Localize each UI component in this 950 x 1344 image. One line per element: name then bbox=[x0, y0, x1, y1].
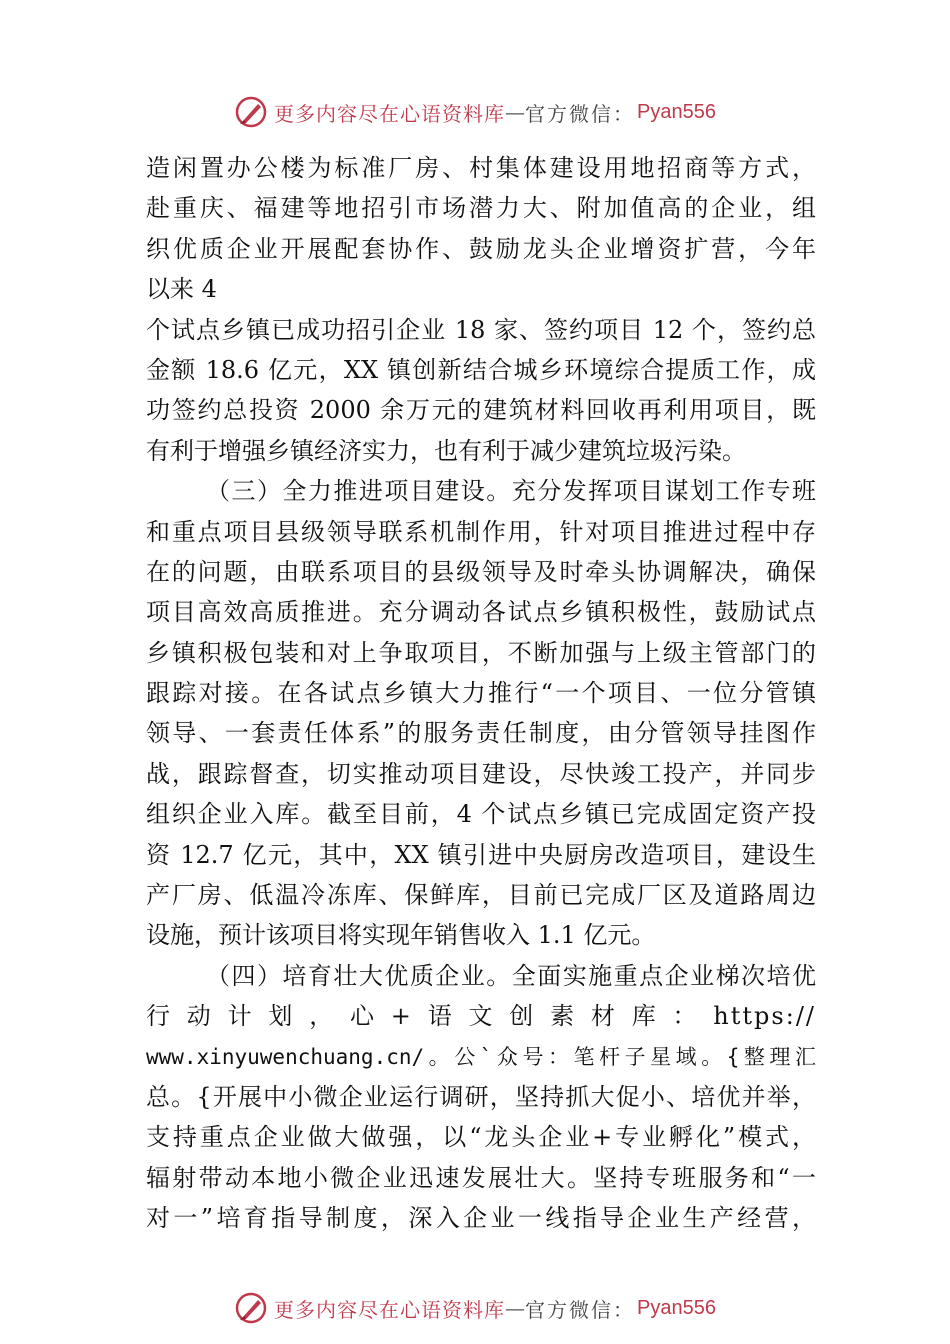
body-line: 赴重庆、福建等地招引市场潜力大、附加值高的企业，组 bbox=[146, 194, 816, 223]
body-line: 以来 4 bbox=[146, 275, 217, 304]
section-heading-line: （四）培育壮大优质企业。全面实施重点企业梯次培优 bbox=[206, 961, 816, 990]
body-line: 功签约总投资 2000 余万元的建筑材料回收再利用项目，既 bbox=[146, 396, 816, 425]
body-line: 乡镇积极包装和对上争取项目，不断加强与上级主管部门的 bbox=[146, 638, 816, 667]
body-line: 织优质企业开展配套协作、鼓励龙头企业增资扩营，今年 bbox=[146, 234, 816, 263]
banner-separator: — bbox=[505, 100, 526, 124]
banner-wechat-id: Pyan556 bbox=[637, 1296, 716, 1319]
body-line: 项目高效高质推进。充分调动各试点乡镇积极性，鼓励试点 bbox=[146, 598, 816, 627]
body-line: 辐射带动本地小微企业迅速发展壮大。坚持专班服务和“一 bbox=[146, 1163, 816, 1192]
pen-circle-logo-icon bbox=[234, 1291, 268, 1325]
body-line: 资 12.7 亿元，其中，XX 镇引进中央厨房改造项目，建设生 bbox=[146, 840, 816, 869]
banner-title: 更多内容尽在心语资料库 bbox=[274, 1297, 506, 1322]
banner-separator: — bbox=[505, 1296, 526, 1320]
pen-circle-logo-icon bbox=[234, 95, 268, 129]
body-line: 跟踪对接。在各试点乡镇大力推行“一个项目、一位分管镇 bbox=[146, 679, 816, 708]
body-line: 产厂房、低温冷冻库、保鲜库，目前已完成厂区及道路周边 bbox=[146, 881, 816, 910]
body-line: 战，跟踪督查，切实推动项目建设，尽快竣工投产，并同步 bbox=[146, 759, 816, 788]
footer-watermark-banner bbox=[0, 1288, 950, 1328]
section-heading-line: （三）全力推进项目建设。充分发挥项目谋划工作专班 bbox=[206, 477, 816, 506]
body-line: 设施，预计该项目将实现年销售收入 1.1 亿元。 bbox=[146, 921, 656, 950]
banner-title: 更多内容尽在心语资料库 bbox=[274, 101, 506, 126]
document-body bbox=[146, 148, 816, 1239]
body-line: 领导、一套责任体系”的服务责任制度，由分管领导挂图作 bbox=[146, 719, 816, 748]
body-line: 总。{开展中小微企业运行调研，坚持抓大促小、培优并举， bbox=[146, 1082, 816, 1111]
body-line: 造闲置办公楼为标准厂房、村集体建设用地招商等方式， bbox=[146, 154, 816, 182]
header-watermark-banner bbox=[0, 92, 950, 132]
body-line: 行动计划，心+语文创素材库：https:// bbox=[146, 1002, 816, 1031]
body-line: 金额 18.6 亿元，XX 镇创新结合城乡环境综合提质工作，成 bbox=[146, 355, 816, 384]
banner-wechat-label: 官方微信： bbox=[525, 1297, 636, 1322]
banner-wechat-id: Pyan556 bbox=[637, 100, 716, 123]
body-line: 支持重点企业做大做强，以“龙头企业+专业孵化”模式， bbox=[146, 1123, 816, 1152]
body-line: 组织企业入库。截至目前，4 个试点乡镇已完成固定资产投 bbox=[146, 800, 816, 829]
body-line: 个试点乡镇已成功招引企业 18 家、签约项目 12 个，签约总 bbox=[146, 315, 816, 344]
body-line: 对一”培育指导制度，深入企业一线指导企业生产经营， bbox=[146, 1204, 816, 1233]
body-line-url: www.xinyuwenchuang.cn/。公`众号：笔杆子星域。{整理汇 bbox=[146, 1044, 816, 1069]
body-line: 有利于增强乡镇经济实力，也有利于减少建筑垃圾污染。 bbox=[146, 436, 746, 465]
banner-wechat-label: 官方微信： bbox=[525, 101, 636, 126]
body-line: 和重点项目县级领导联系机制作用，针对项目推进过程中存 bbox=[146, 517, 816, 546]
body-line: 在的问题，由联系项目的县级领导及时牵头协调解决，确保 bbox=[146, 557, 816, 586]
